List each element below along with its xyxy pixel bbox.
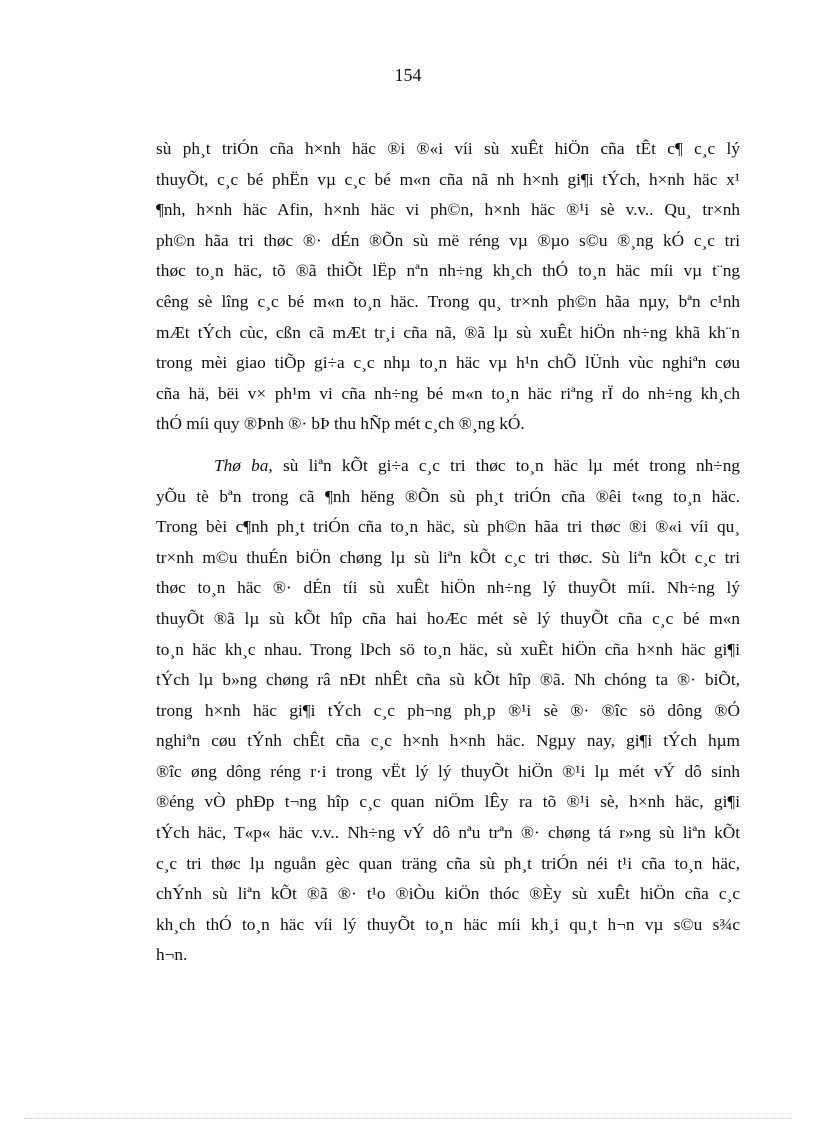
text-line: yÕu tè bªn trong cã ¶nh hëng ®Õn sù ph¸t triÓn cña ®êi t«ng to¸n häc. [156, 486, 740, 506]
paragraph-2-first-line [156, 451, 740, 482]
paragraph-1 [156, 134, 740, 440]
text-line: tÝch lµ b»ng chøng râ nÐt nhÊt cña sù kÕt hîp ®ã. Nh chóng ta ®· biÕt, [156, 670, 740, 690]
paragraph-2 [156, 451, 740, 971]
text-line: trong mèi giao tiÕp gi÷a c¸c nhµ to¸n häc vµ h¹n chÕ lÜnh vùc nghiªn cøu [156, 353, 740, 373]
text-line: ph©n hãa tri thøc ®· dÉn ®Õn sù më réng vµ ®µo s©u ®¸ng kÓ c¸c tri [156, 230, 740, 250]
text-line: Trong bèi c¶nh ph¸t triÓn cña to¸n häc, sù ph©n hãa tri thøc ®i ®«i víi qu¸ [156, 517, 740, 537]
text-line: thøc to¸n häc, tõ ®ã thiÕt lËp nªn nh÷ng kh¸ch thÓ to¸n häc míi vµ t¨ng [156, 261, 740, 281]
text-line: tÝch häc, T«p« häc v.v.. Nh÷ng vÝ dô nªu trªn ®· chøng tá r»ng sù liªn kÕt [156, 823, 740, 843]
text-line: h¬n. [156, 945, 188, 965]
text-line: thøc to¸n häc ®· dÉn tíi sù xuÊt hiÖn nh÷ng lý thuyÕt míi. Nh÷ng lý [156, 578, 740, 598]
text-line: trong h×nh häc gi¶i tÝch c¸c ph¬ng ph¸p ®¹i sè ®· ®îc sö dông ®Ó [156, 700, 740, 720]
text-line: thuyÕt, c¸c bé phËn vµ c¸c bé m«n cña nã nh h×nh gi¶i tÝch, h×nh häc x¹ [156, 169, 740, 189]
text-line: cña hä, bëi v× ph¹m vi cña nh÷ng bé m«n to¸n häc riªng rÏ do nh÷ng kh¸ch [156, 383, 740, 403]
text-line: thuyÕt ®ã lµ sù kÕt hîp cña hai hoÆc mét sè lý thuyÕt cña c¸c bé m«n [156, 608, 740, 628]
text-line: to¸n häc kh¸c nhau. Trong lÞch sö to¸n häc, sù xuÊt hiÖn cña h×nh häc gi¶i [156, 639, 740, 659]
text-line: ®éng vÒ phÐp t¬ng hîp c¸c quan niÖm lÊy ra tõ ®¹i sè, h×nh häc, gi¶i [156, 792, 740, 812]
text-line: cêng sè lîng c¸c bé m«n to¸n häc. Trong qu¸ tr×nh ph©n hãa nµy, bªn c¹nh [156, 291, 740, 311]
page-number: 154 [394, 65, 422, 85]
text-line: mÆt tÝch cùc, cßn cã mÆt tr¸i cña nã, ®ã lµ sù xuÊt hiÖn nh÷ng khã kh¨n [156, 322, 740, 342]
text-line: nghiªn cøu tÝnh chÊt cña c¸c h×nh h×nh häc. Ngµy nay, gi¶i tÝch hµm [156, 731, 740, 751]
page-bottom-divider [24, 1118, 792, 1119]
text-line: ®îc øng dông réng r·i trong vËt lý lý thuyÕt hiÖn ®¹i lµ mét vÝ dô sinh [156, 761, 740, 781]
text-line: chÝnh sù liªn kÕt ®ã ®· t¹o ®iÒu kiÖn thóc ®Èy sù xuÊt hiÖn cña c¸c [156, 884, 740, 904]
body-text [156, 134, 740, 971]
text-line: c¸c tri thøc lµ nguån gèc quan träng cña sù ph¸t triÓn néi t¹i cña to¸n häc, [156, 853, 740, 873]
text-line: thÓ míi quy ®Þnh ®· bÞ thu hÑp mét c¸ch ®¸ng kÓ. [156, 414, 525, 434]
text-line: ¶nh, h×nh häc Afin, h×nh häc vi ph©n, h×nh häc ®¹i sè v.v.. Qu¸ tr×nh [156, 200, 740, 220]
text-line: sù ph¸t triÓn cña h×nh häc ®i ®«i víi sù xuÊt hiÖn cña tÊt c¶ c¸c lý [156, 139, 740, 158]
lead-text: sù liªn kÕt gi÷a c¸c tri thøc to¸n häc lµ mét trong nh÷ng [272, 455, 740, 475]
text-line: kh¸ch thÓ to¸n häc víi lý thuyÕt to¸n häc míi kh¸i qu¸t h¬n vµ s©u s¾c [156, 914, 740, 934]
emphasized-lead: Thø ba, [214, 455, 273, 475]
text-line: tr×nh m©u thuÉn biÖn chøng lµ sù liªn kÕt c¸c tri thøc. Sù liªn kÕt c¸c tri [156, 547, 740, 567]
